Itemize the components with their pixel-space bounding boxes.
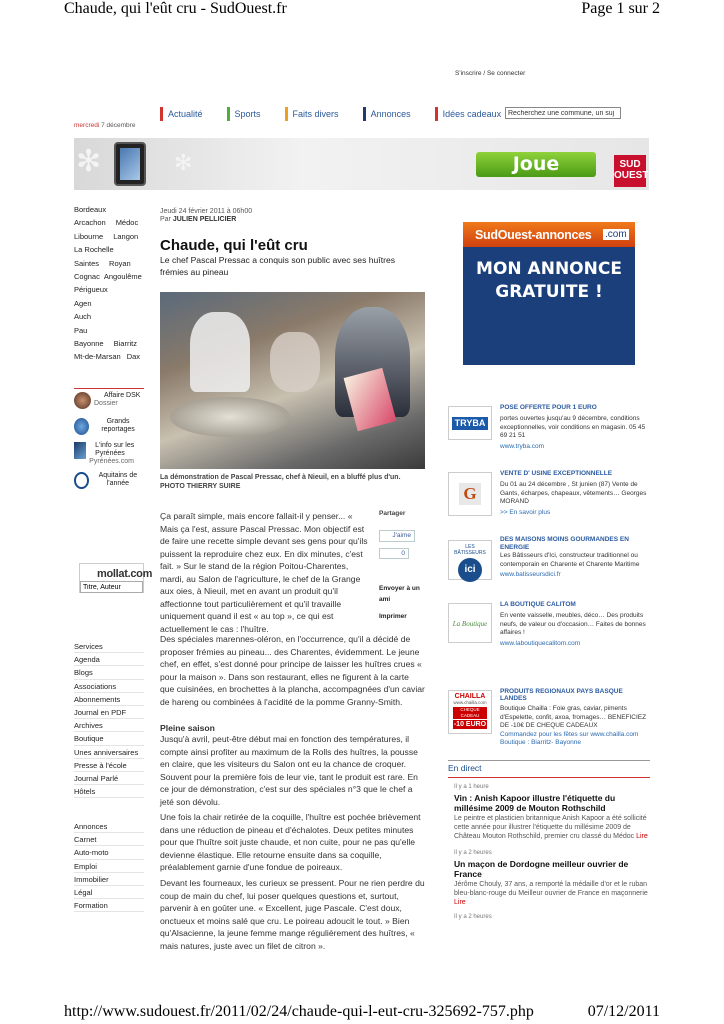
- ad-brand: SudOuest-annonces: [475, 228, 592, 242]
- top-banner[interactable]: [74, 138, 649, 190]
- news-title[interactable]: Un maçon de Dordogne meilleur ouvrier de France: [454, 859, 629, 879]
- dsk-thumb: [74, 392, 91, 409]
- batisseurs-logo[interactable]: [448, 540, 492, 580]
- annonces-menu: [74, 820, 144, 912]
- feature-aquitains[interactable]: [74, 472, 144, 492]
- city-link[interactable]: Médoc: [115, 218, 139, 228]
- snowflake-icon: ✻: [76, 145, 102, 178]
- city-link[interactable]: Biarritz: [113, 338, 137, 348]
- read-more-link[interactable]: Lire: [636, 833, 648, 840]
- promo-text: En vente vaisselle, meubles, déco… Des produits neufs, de valeur ou d'occasion… Faites de bonnes affaires !: [500, 612, 646, 637]
- promo-text: Les Bâtisseurs d'Ici, constructeur traditionnel ou contemporain en Charente et Charente Maritime: [500, 552, 640, 568]
- promo-item: [500, 536, 650, 578]
- annonce-link[interactable]: Carnet: [74, 833, 144, 846]
- service-link[interactable]: Blogs: [74, 666, 144, 679]
- services-menu: [74, 640, 144, 798]
- promo-title[interactable]: POSE OFFERTE POUR 1 EURO: [500, 404, 597, 411]
- tryba-logo-text: TRYBA: [452, 417, 488, 430]
- annonce-link[interactable]: Auto-moto: [74, 846, 144, 859]
- promo-item: [500, 470, 650, 516]
- promo-link[interactable]: www.tryba.com: [500, 442, 545, 450]
- nav-sports[interactable]: Sports: [227, 107, 261, 121]
- feature-title: Affaire DSK: [104, 392, 141, 399]
- tryba-logo[interactable]: [448, 406, 492, 440]
- morand-logo-text: G: [459, 483, 481, 505]
- article-subhead: Pleine saison: [160, 723, 215, 733]
- service-link[interactable]: Hôtels: [74, 785, 144, 798]
- award-icon: [74, 472, 89, 489]
- batisseurs-logo-top: LES BÂTISSEURS: [454, 544, 486, 556]
- main-nav: [160, 107, 525, 121]
- mollat-widget: [79, 563, 153, 593]
- nav-actualite[interactable]: Actualité: [160, 107, 203, 121]
- service-link[interactable]: Boutique: [74, 732, 144, 745]
- promo-item: [500, 688, 650, 748]
- city-link[interactable]: Bayonne: [74, 338, 104, 348]
- news-title[interactable]: Vin : Anish Kapoor illustre l'étiquette du millésime 2009 de Mouton Rothschild: [454, 793, 616, 813]
- article-paragraph: Ça paraît simple, mais encore fallait-il y penser... « Mais ça l'est, assure Pascal Pressac. Mon objectif est de faire une recette simple devant ses gens pour qu'ils puissent la reproduire chez eux. En dix minutes, c'est fait. » Sur le stand de la région Poitou-Charentes, mardi, au Salon de l'agriculture, le chef de la Grange aux oies, à Nieuil, met en avant un produit qu'il affectionne tout particulièrement et qu'il travaille uniquement quand il est « au top », ce qui est actuellement le cas : l'huître.: [160, 511, 368, 634]
- city-link[interactable]: La Rochelle: [74, 245, 114, 255]
- search-input[interactable]: [505, 107, 621, 119]
- photo-caption: La démonstration de Pascal Pressac, chef à Nieuil, en a bluffé plus d'un. PHOTO THIERRY SUIRE: [160, 474, 401, 490]
- chailla-badge-value: -10 EURO: [453, 721, 487, 728]
- en-direct-title: En direct: [448, 763, 482, 773]
- annonce-link[interactable]: Légal: [74, 886, 144, 899]
- city-link[interactable]: Arcachon: [74, 218, 106, 228]
- city-link[interactable]: Bordeaux: [74, 205, 107, 214]
- boutique-logo[interactable]: [448, 603, 492, 643]
- feature-dsk[interactable]: [74, 392, 144, 414]
- service-link[interactable]: Agenda: [74, 653, 144, 666]
- feature-sub: Pyrénées.com: [89, 458, 134, 465]
- nav-faits-divers[interactable]: Faits divers: [285, 107, 339, 121]
- article-title: Chaude, qui l'eût cru: [160, 237, 308, 254]
- ad-line1: MON ANNONCE: [476, 259, 622, 279]
- annonces-title: Annonces: [74, 820, 144, 833]
- city-link[interactable]: Cognac: [74, 271, 100, 281]
- services-title: Services: [74, 640, 144, 653]
- article-dateline: Jeudi 24 février 2011 à 06h00: [160, 208, 253, 215]
- play-button[interactable]: Joue: [476, 152, 596, 177]
- service-link[interactable]: Archives: [74, 719, 144, 732]
- logo-top: SUD: [619, 159, 641, 170]
- ad-tld: .com: [605, 229, 627, 240]
- print-title: Chaude, qui l'eût cru - SudOuest.fr: [64, 0, 287, 17]
- promo-item: [500, 601, 650, 647]
- article-author: JULIEN PELLICIER: [172, 216, 237, 223]
- city-link[interactable]: Mt-de-Marsan: [74, 352, 121, 362]
- promo-text: Boutique Chailla : Foie gras, caviar, piments d'Espelette, confit, axoa, fromages… BENEFICIEZ DE -10€ DE CHEQUE CADEAUX: [500, 705, 647, 730]
- article-meta: [160, 208, 252, 224]
- nav-idees-cadeaux[interactable]: Idées cadeaux: [435, 107, 502, 121]
- ad-line2: GRATUITE !: [495, 282, 603, 302]
- mountain-icon: [74, 442, 86, 459]
- article-paragraph: Jusqu'à avril, peut-être début mai en fonction des températures, il compte ainsi profiter au maximum de la Rolls des huîtres, la pousse en claire, que les visiteurs du Salon ont eu la chance de croquer. Souvent pour la première fois de leur vie, tant le produit est rare. En ce jour de démonstration, c'est sur des spéciales n°3 que le chef a jeté son dévolu.: [160, 734, 418, 807]
- service-link[interactable]: Presse à l'école: [74, 759, 144, 772]
- batisseurs-logo-text: ici: [458, 558, 482, 582]
- sudouest-logo: [614, 155, 649, 187]
- promo-link[interactable]: Commandez pour les fêtes sur www.chailla.com Boutique : Biarritz- Bayonne: [500, 730, 639, 747]
- promo-text: portes ouvertes jusqu'au 9 décembre, conditions exceptionnelles, voir conditions en magasin. 05 45 69 21 51: [500, 415, 646, 440]
- article-paragraph: Des spéciales marennes-oléron, en l'occurrence, qu'il a décidé de proposer frémies au pineau... des Charentes, évidemment. Le jeune chef, en effet, s'est donné pour principe de laisser les huîtres crues « pour la maison ». Dans son restaurant, elles ne figurent à la carte que cuisinées, en brochettes à la plancha, accompagnées d'un caviar de hareng ou combinées à l'acidité de la pomme Granny-Smith.: [160, 634, 425, 707]
- boutique-logo-text: La Boutique: [452, 620, 488, 628]
- share-label: Partager: [379, 510, 406, 517]
- feature-reportages[interactable]: [74, 418, 144, 440]
- date-line: [74, 122, 135, 129]
- promo-title[interactable]: PRODUITS REGIONAUX PAYS BASQUE LANDES: [500, 688, 623, 702]
- print-link[interactable]: Imprimer: [379, 613, 407, 620]
- print-page-number: Page 1 sur 2: [581, 0, 660, 17]
- promo-link[interactable]: >> En savoir plus: [500, 508, 551, 516]
- annonce-link[interactable]: Immobilier: [74, 873, 144, 886]
- sudouest-annonces-ad[interactable]: [463, 222, 635, 365]
- mollat-search-input[interactable]: [80, 581, 143, 593]
- service-link[interactable]: Unes anniversaires: [74, 746, 144, 759]
- city-link[interactable]: Libourne: [74, 231, 104, 241]
- promo-text: Du 01 au 24 décembre , St junien (87) Vente de Gants, écharpes, chapeaux, vêtements… Georges MORAND: [500, 481, 647, 506]
- date-day: mercredi: [74, 122, 100, 129]
- news-text: Jérôme Chouly, 37 ans, a remporté la médaille d'or et le ruban bleu-blanc-rouge du Meilleur ouvrier de France en maçonnerie: [454, 881, 648, 897]
- news-time: Il y a 2 heures: [454, 850, 492, 856]
- like-button[interactable]: J'aime: [379, 530, 415, 542]
- article-paragraph: Une fois la chair retirée de la coquille, l'huître est pochée brièvement dans une réduction de pineau et d'échalotes. Deux petites minutes pour que l'huître soit juste chaude, et non cuite, pour ne pas qu'elle devienne élastique. Elle retourne ensuite dans sa coquille, préalablement garnie d'une fondue de poireaux.: [160, 812, 421, 872]
- feature-pyrenees[interactable]: [74, 442, 144, 472]
- city-link[interactable]: Agen: [74, 298, 92, 308]
- print-date: 07/12/2011: [587, 1003, 660, 1020]
- share-tools: [379, 510, 421, 620]
- feature-list: [74, 388, 144, 492]
- promo-title[interactable]: VENTE D' USINE EXCEPTIONNELLE: [500, 470, 613, 477]
- promo-link[interactable]: www.batisseursdici.fr: [500, 571, 561, 579]
- promo-item: [500, 404, 650, 450]
- en-direct-panel: [448, 760, 650, 920]
- annonce-link[interactable]: Emploi: [74, 860, 144, 873]
- feature-title: L'info sur les Pyrénées: [95, 442, 135, 457]
- article-paragraph: Devant les fourneaux, les curieux se pressent. Pour ne rien perdre du coup de main du chef, lui poser quelques questions et, surtout, parvenir à en goûter une. « Excellent, juge Pascale. C'est doux, onctueux et moins salé que cru. Le poireau adoucit le tout. » Bien qu'Alsacienne, la jeune femme mange régulièrement des huîtres, « mais natures, juste avec un filet de citron ».: [160, 878, 425, 951]
- snowflake-icon: ✻: [174, 150, 193, 175]
- chailla-logo-sub: www.chailla.com: [453, 700, 487, 705]
- article-lead: Le chef Pascal Pressac a conquis son public avec ses huîtres frémies au pineau: [160, 255, 396, 277]
- chailla-logo-text: CHAILLA: [454, 693, 486, 700]
- print-url: http://www.sudouest.fr/2011/02/24/chaude-qui-l-eut-cru-325692-757.php: [64, 1003, 534, 1020]
- city-link[interactable]: Angoulême: [103, 271, 142, 281]
- city-list: [74, 203, 144, 364]
- chailla-badge-label: CHEQUE CADEAU: [453, 707, 487, 719]
- logo-bottom: OUEST: [614, 170, 649, 181]
- service-link[interactable]: Associations: [74, 680, 144, 693]
- cook-figure: [270, 332, 320, 392]
- city-link[interactable]: Royan: [109, 258, 131, 268]
- city-link[interactable]: Auch: [74, 312, 92, 322]
- feature-title: Aquitains de l'année: [98, 472, 138, 487]
- news-time: Il y a 2 heures: [454, 914, 492, 920]
- news-time: Il y a 1 heure: [454, 784, 489, 790]
- byline-prefix: Par: [160, 216, 171, 223]
- service-link[interactable]: Abonnements: [74, 693, 144, 706]
- feature-sub: Dossier: [94, 400, 118, 407]
- article-photo: [160, 292, 425, 469]
- send-link[interactable]: Envoyer à un ami: [379, 585, 420, 603]
- annonce-link[interactable]: Formation: [74, 899, 144, 912]
- city-link[interactable]: Saintes: [74, 258, 100, 268]
- city-link[interactable]: Langon: [113, 231, 139, 241]
- login-link[interactable]: S'inscrire / Se connecter: [455, 70, 526, 77]
- mollat-logo: mollat.com: [97, 568, 153, 580]
- city-link[interactable]: Pau: [74, 325, 88, 335]
- promo-title[interactable]: DES MAISONS MOINS GOURMANDES EN ENERGIE: [500, 536, 629, 551]
- nav-annonces[interactable]: Annonces: [363, 107, 411, 121]
- feature-title: Grands reportages: [101, 418, 135, 433]
- chef-figure: [190, 312, 250, 392]
- oysters-tray: [170, 397, 290, 437]
- service-link[interactable]: Journal Parlé: [74, 772, 144, 785]
- promo-title[interactable]: LA BOUTIQUE CALITOM: [500, 601, 576, 608]
- city-link[interactable]: Périgueux: [74, 285, 108, 295]
- service-link[interactable]: Journal en PDF: [74, 706, 144, 719]
- chailla-logo[interactable]: [448, 690, 492, 734]
- globe-icon: [74, 418, 89, 435]
- news-text: Le peintre et plasticien britannique Anish Kapoor a été sollicité cette année pour illustrer l'étiquette du millésime 2009 de Château Mouton Rothschild, premier cru classé du Médoc: [454, 815, 647, 840]
- city-link[interactable]: Dax: [126, 352, 141, 362]
- morand-logo[interactable]: [448, 472, 492, 516]
- like-count: 0: [379, 548, 409, 559]
- promo-link[interactable]: www.laboutiquecalitom.com: [500, 639, 581, 647]
- read-more-link[interactable]: Lire: [454, 899, 466, 906]
- tablet-image: [114, 142, 146, 186]
- date-rest: 7 décembre: [101, 122, 136, 129]
